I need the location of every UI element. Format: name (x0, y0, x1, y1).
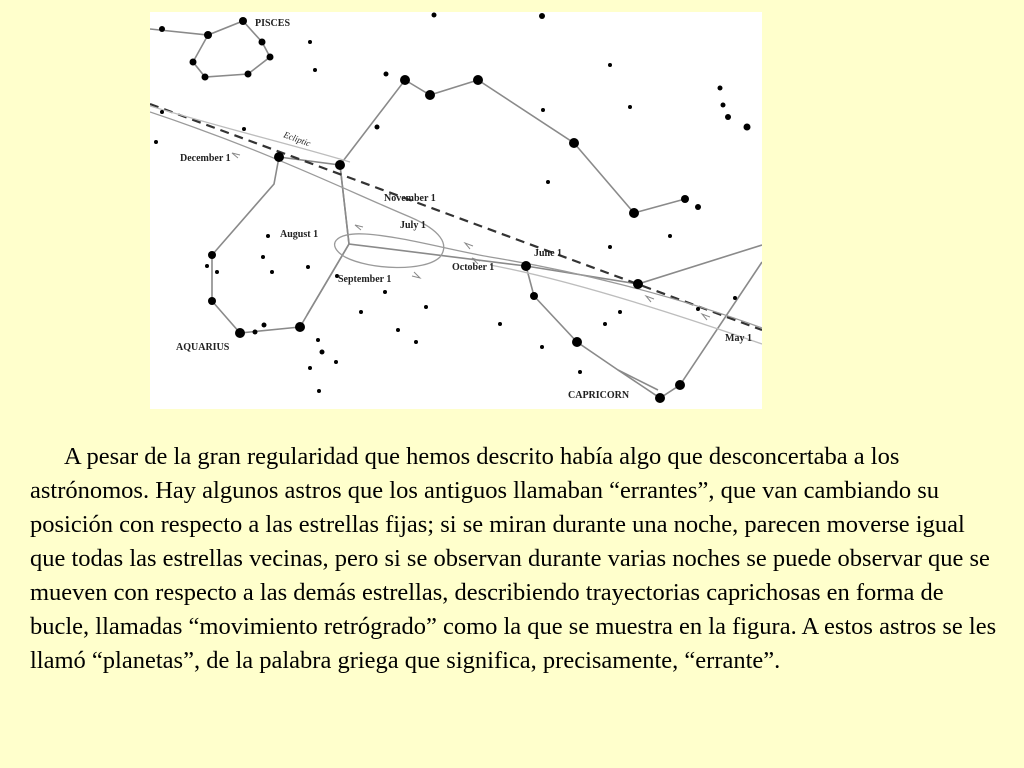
stars (154, 13, 751, 404)
retrograde-path (150, 106, 762, 344)
date-september: September 1 (338, 274, 392, 285)
date-june: June 1 (534, 248, 563, 259)
ecliptic-label: Ecliptic (282, 129, 313, 149)
date-july: July 1 (400, 220, 426, 231)
date-august: August 1 (280, 229, 319, 240)
star-chart (150, 12, 762, 409)
date-october: October 1 (452, 262, 495, 273)
retrograde-motion-figure (150, 12, 762, 409)
date-may: May 1 (725, 333, 752, 344)
capricorn-label: CAPRICORN (568, 390, 630, 401)
pisces-label: PISCES (255, 18, 291, 29)
date-november: November 1 (384, 193, 436, 204)
date-december: December 1 (180, 153, 231, 164)
aquarius-label: AQUARIUS (176, 342, 230, 353)
body-paragraph: A pesar de la gran regularidad que hemos descrito había algo que desconcertaba a los astrónomos. Hay algunos astros que los antiguos llamaban “errantes”, que van cambiando su posición con respecto a las estrellas fijas; si se miran durante una noche, parecen moverse igual que todas las estrellas vecinas, pero si se observan durante varias noches se puede observar que se mueven con respecto a las demás estrellas, describiendo trayectorias caprichosas en forma de bucle, llamadas “movimiento retrógrado” como la que se muestra en la figura. A estos astros se les llamó “planetas”, de la palabra griega que significa, precisamente, “errante”. (30, 443, 997, 674)
ecliptic-line (150, 104, 762, 330)
pisces-lines (150, 21, 270, 77)
